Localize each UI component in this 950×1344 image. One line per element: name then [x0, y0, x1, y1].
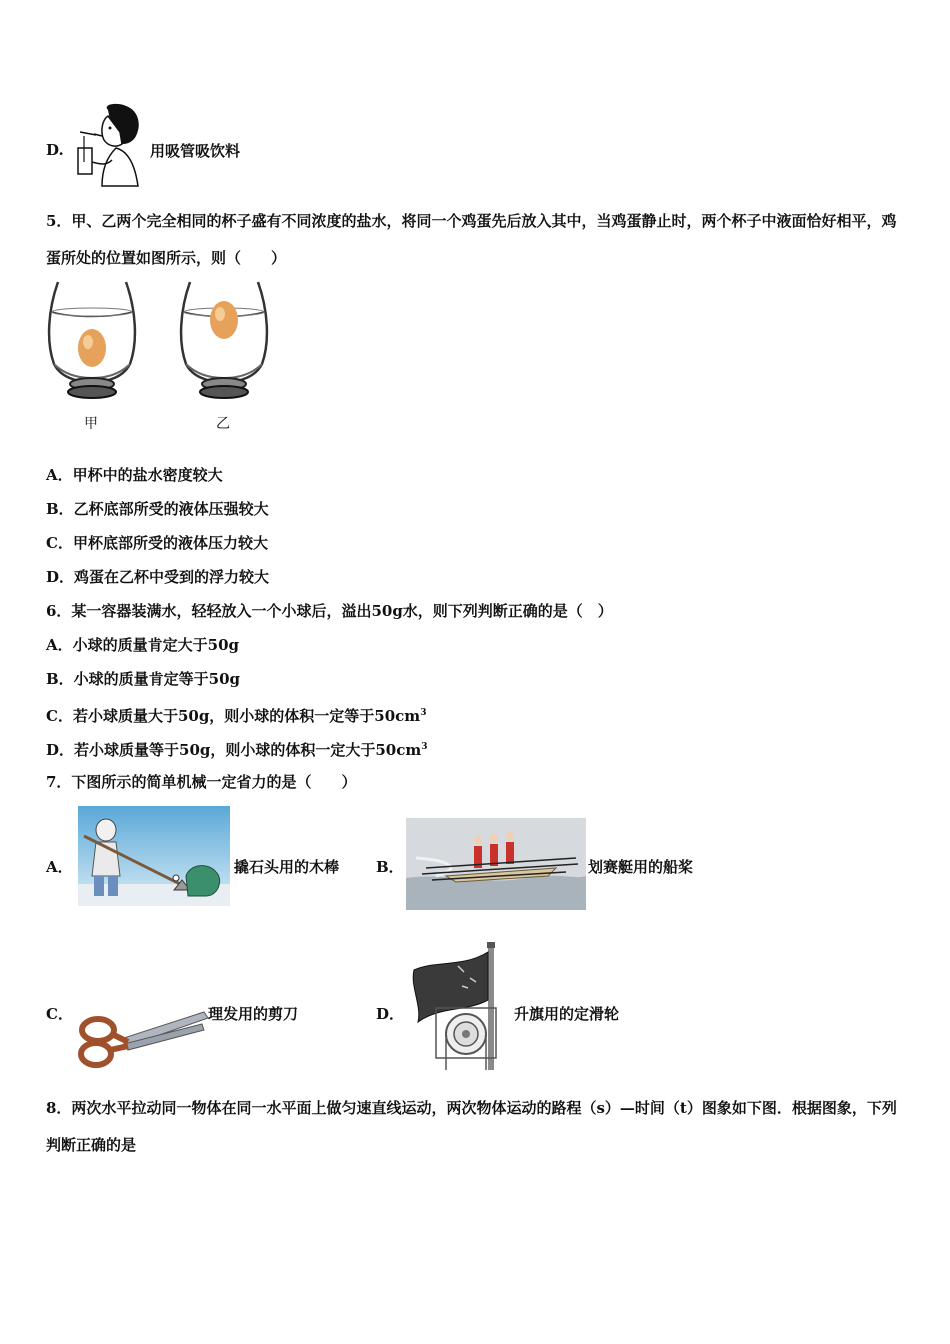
q6-option-c-text: C．若小球质量大于50g，则小球的体积一定等于50cm [46, 707, 421, 725]
q6-option-c [46, 703, 426, 726]
q5-option-b: B．乙杯底部所受的液体压强较大 [46, 500, 269, 518]
q6-option-d-text: D．若小球质量等于50g，则小球的体积一定大于50cm [46, 741, 422, 759]
q6-option-b-text: B．小球的质量肯定等于50g [46, 670, 241, 688]
q6-option-a-text: A．小球的质量肯定大于50g [46, 636, 240, 654]
scissors-illustration [74, 1004, 210, 1072]
cup-label-jia: 甲 [84, 416, 98, 432]
q6-option-c-superscript: 3 [420, 708, 427, 718]
q4-option-d-text: 用吸管吸饮料 [150, 142, 241, 160]
beaker-yi-illustration [176, 280, 272, 406]
q7-option-d-caption: 升旗用的定滑轮 [514, 1005, 620, 1023]
q7-option-c-caption: 理发用的剪刀 [208, 1005, 299, 1023]
q5-option-c: C．甲杯底部所受的液体压力较大 [46, 534, 268, 552]
q6-option-d [46, 737, 428, 760]
flagpole-pulley-illustration [406, 942, 506, 1070]
q7-option-c-letter: C． [46, 1005, 73, 1023]
q6-option-d-superscript: 3 [421, 742, 428, 752]
cup-label-yi: 乙 [216, 416, 230, 432]
straw-drinking-illustration [72, 102, 144, 188]
q8-question-text: 8．两次水平拉动同一物体在同一水平面上做匀速直线运动，两次物体运动的路程（s）—时间（t）图象如下图．根据图象，下列判断正确的是 [46, 1099, 897, 1154]
q7-option-b-caption: 划赛艇用的船桨 [588, 858, 694, 876]
q5-option-a: A．甲杯中的盐水密度较大 [46, 466, 223, 484]
q6-option-b [46, 669, 240, 689]
q6-question-text: 6．某一容器装满水，轻轻放入一个小球后，溢出50g水，则下列判断正确的是（ ） [46, 602, 613, 620]
q7-option-b-letter: B． [376, 858, 404, 876]
crowbar-lever-illustration [78, 806, 230, 906]
q7-question-text: 7．下图所示的简单机械一定省力的是（ ） [46, 773, 357, 791]
q7-option-a-caption: 撬石头用的木棒 [234, 858, 340, 876]
q4-option-d-letter: D. [46, 141, 64, 159]
q7-option-d-letter: D． [376, 1005, 405, 1023]
q5-option-d: D．鸡蛋在乙杯中受到的浮力较大 [46, 568, 270, 586]
q6-option-a [46, 635, 239, 655]
rowing-oar-illustration [406, 818, 586, 910]
q5-question-text: 5．甲、乙两个完全相同的杯子盛有不同浓度的盐水，将同一个鸡蛋先后放入其中，当鸡蛋静止时，两个杯子中液面恰好相平，鸡蛋所处的位置如图所示，则（ ） [46, 212, 897, 267]
q7-option-a-letter: A． [46, 858, 73, 876]
beaker-jia-illustration [44, 280, 140, 406]
